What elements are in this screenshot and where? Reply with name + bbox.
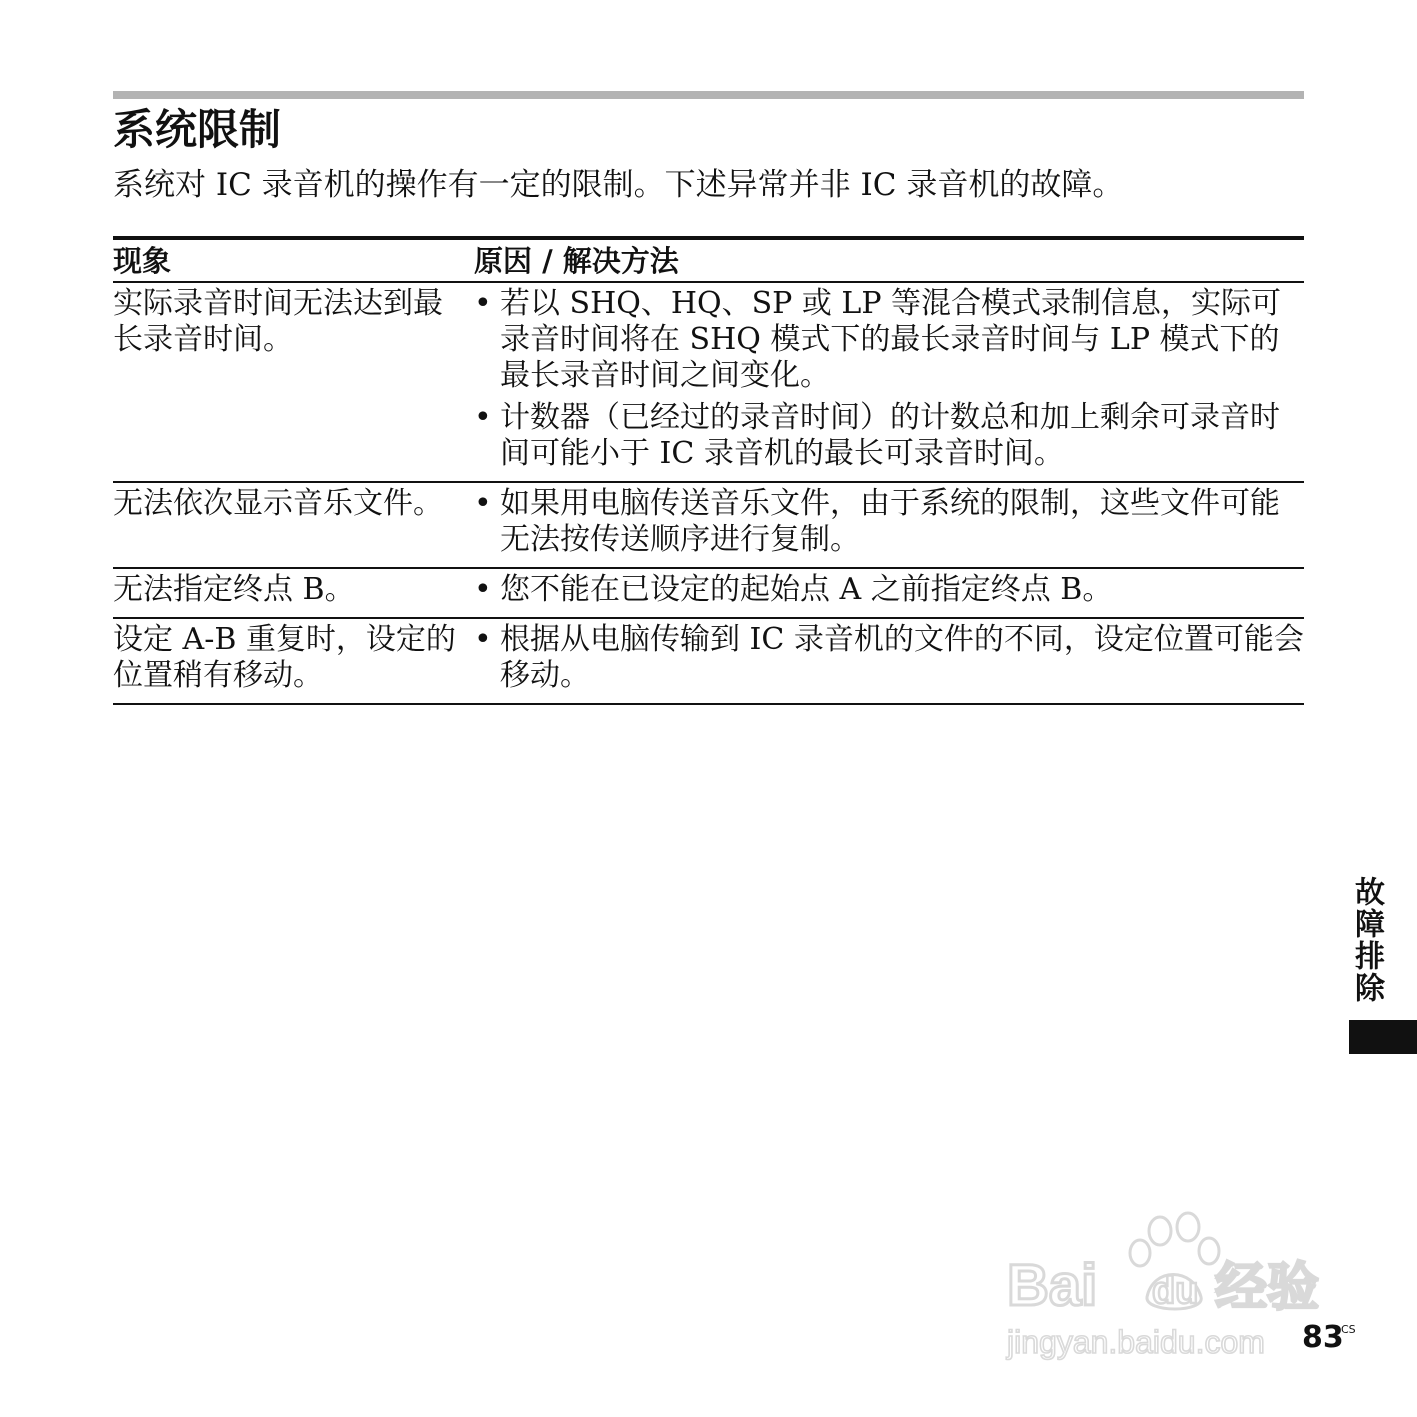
- cause-cell: [474, 286, 1304, 472]
- cause-bullet: [474, 400, 1304, 472]
- cause-cell: [474, 486, 1304, 558]
- side-tab-label: 故障排除: [1349, 876, 1384, 1004]
- table-row: [113, 619, 1304, 705]
- table-row: [113, 569, 1304, 619]
- side-tab-marker: [1349, 1020, 1417, 1054]
- page-language-suffix: CS: [1341, 1323, 1356, 1336]
- cause-text: 您不能在已设定的起始点 A 之前指定终点 B。: [500, 572, 1113, 607]
- bullet-dot: •: [474, 286, 492, 321]
- cause-text: 计数器（已经过的录音时间）的计数总和加上剩余可录音时间可能小于 IC 录音机的最长可录音时间。: [500, 400, 1280, 471]
- bullet-dot: •: [474, 400, 492, 435]
- cause-bullet: [474, 622, 1304, 694]
- cause-cell: [474, 622, 1304, 694]
- cause-bullet: [474, 286, 1304, 394]
- cause-bullet: [474, 486, 1304, 558]
- section-title: 系统限制: [113, 105, 282, 154]
- symptom-cell: 实际录音时间无法达到最长录音时间。: [113, 286, 443, 357]
- cause-bullet: [474, 572, 1304, 608]
- cause-text: 根据从电脑传输到 IC 录音机的文件的不同，设定位置可能会移动。: [500, 622, 1304, 693]
- bullet-dot: •: [474, 622, 492, 657]
- cause-text: 如果用电脑传送音乐文件，由于系统的限制，这些文件可能无法按传送顺序进行复制。: [500, 486, 1280, 557]
- symptom-cell: 无法依次显示音乐文件。: [113, 486, 443, 521]
- table-row: [113, 483, 1304, 569]
- table-header: [113, 236, 1304, 283]
- page-number: 83: [1302, 1320, 1344, 1355]
- watermark-brand-mid: du: [1152, 1270, 1199, 1312]
- intro-paragraph: 系统对 IC 录音机的操作有一定的限制。下述异常并非 IC 录音机的故障。: [113, 167, 1124, 203]
- baidu-watermark: [1005, 1205, 1335, 1365]
- cause-text: 若以 SHQ、HQ、SP 或 LP 等混合模式录制信息，实际可录音时间将在 SHQ 模式下的最长录音时间与 LP 模式下的最长录音时间之间变化。: [500, 286, 1282, 393]
- bullet-dot: •: [474, 486, 492, 521]
- header-symptom: 现象: [113, 243, 172, 278]
- bullet-dot: •: [474, 572, 492, 607]
- symptom-cell: 设定 A-B 重复时，设定的位置稍有移动。: [113, 622, 456, 693]
- watermark-brand-right: 经验: [1215, 1258, 1320, 1318]
- restrictions-table: [113, 236, 1304, 705]
- header-cause-solution: 原因 / 解决方法: [474, 243, 679, 278]
- section-top-rule: [113, 91, 1304, 99]
- watermark-brand-left: Bai: [1007, 1253, 1098, 1318]
- watermark-url: jingyan.baidu.com: [1007, 1324, 1265, 1360]
- table-row: [113, 283, 1304, 483]
- symptom-cell: 无法指定终点 B。: [113, 572, 355, 607]
- cause-cell: [474, 572, 1304, 608]
